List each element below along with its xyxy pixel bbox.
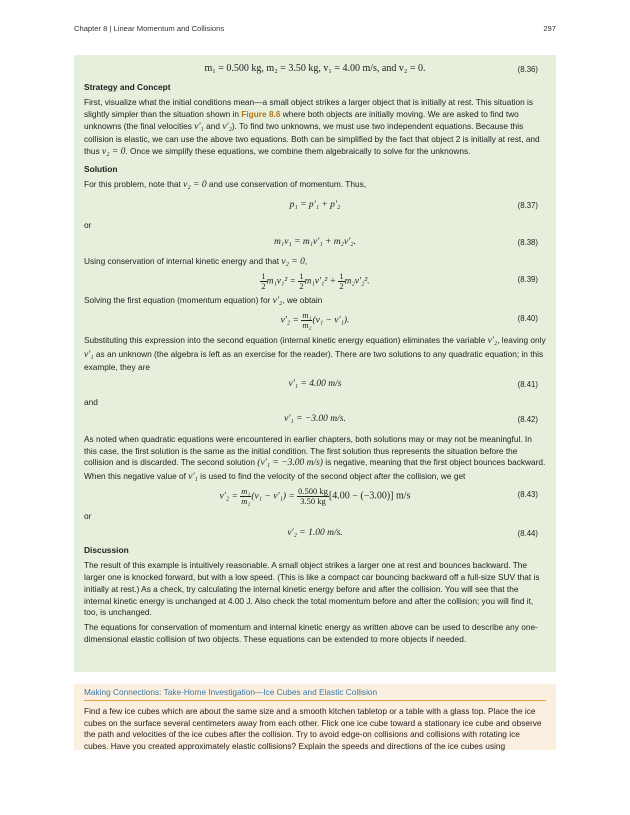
equation-body: m₁v₁ = m₁v′₁ + m₂v′₂. xyxy=(274,237,356,248)
or-text: or xyxy=(84,511,92,522)
equation-8-38 xyxy=(84,235,546,249)
equation-8-40: v′₂ = $\frac{\text{m₁}}{\text{m₂}}$ (v₁ − v′₁). (8.40) xyxy=(280,310,538,331)
strategy-heading: Strategy and Concept xyxy=(84,82,171,93)
equation-body: m₁ = 0.500 kg, m₂ = 3.50 kg, v₁ = 4.00 m/s, and v₂ = 0. xyxy=(204,63,426,74)
fraction-mass-values: $\frac{0.500 kg}{3.50 kg}$ xyxy=(298,486,328,507)
equation-number: (8.42) xyxy=(517,415,538,425)
page-header xyxy=(74,24,556,36)
equation-8-36 xyxy=(84,62,546,76)
chapter-title: Chapter 8 | Linear Momentum and Collisions xyxy=(74,24,225,33)
equation-body: v′₁ = 4.00 m/s xyxy=(288,378,342,389)
equation-body: p₁ = p′₁ + p′₂ xyxy=(289,199,341,210)
equation-8-44 xyxy=(84,526,546,540)
equation-8-39: $\frac{1}{2}$ m₁v₁² = $\frac{1}{2}$ m₁v′₁² + $\frac{1}{2}$ m₂v′₂². (8.39) xyxy=(261,271,538,291)
equation-number: (8.37) xyxy=(517,200,538,210)
fraction-half: $\frac{1}{2}$ xyxy=(339,271,344,291)
equation-8-43: v′₂ = $\frac{\text{m₁}}{\text{m₂}}$ (v₁ − v′₁) = $\frac{0.500 kg}{3.50 kg}$ [4.00 − (−3.00)] m/s (8.43) xyxy=(219,486,538,507)
solution-heading: Solution xyxy=(84,164,118,175)
solving-paragraph: Solving the first equation (momentum equation) for v′₂, we obtain xyxy=(84,294,323,306)
equation-8-42 xyxy=(84,412,546,426)
noted-paragraph: As noted when quadratic equations were encountered in earlier chapters, both solutions may or may not be meaningful. In this case, the first solution is the same as the initial condition. The first solution thus represents the situation before the collision and is discarded. The second solution (v′₁ = −3.00 m/s) is negative, meaning that the first object bounces backward. When this negative value of v′₁ is used to find the velocity of the second object after the collision, we get xyxy=(84,433,546,482)
discussion-heading: Discussion xyxy=(84,545,129,556)
fraction-half: $\frac{1}{2}$ xyxy=(261,271,266,291)
equation-number: (8.43) xyxy=(517,490,538,500)
substitution-paragraph: Substituting this expression into the second equation (internal kinetic energy equation) eliminates the variable v′₂, leaving only v′₁ as an unknown (the algebra is left as an exercise for the reader). There are two solutions to any quadratic equation; in this example, they are xyxy=(84,335,546,373)
equation-body: v′₂ = 1.00 m/s. xyxy=(287,527,343,538)
equation-number: (8.41) xyxy=(517,379,538,389)
strategy-paragraph: First, visualize what the initial conditions mean—a small object strikes a larger object that is initially at rest. This situation is slightly simpler than the situation shown in Figure 8.6 where both objects are initially moving. We are asked to find two unknowns (the final velocities v′₁ and v′₂). To find two unknowns, we must use two independent equations. Because this collision is elastic, we can use the above two equations. Both can be simplified by the fact that object 2 is initially at rest, and thus v₂ = 0. Once we simplify these equations, we combine them algebraically to solve for the unknowns. xyxy=(84,97,540,157)
equation-number: (8.36) xyxy=(517,65,538,74)
equation-8-41 xyxy=(84,377,546,391)
discussion-paragraph: The result of this example is intuitively reasonable. A small object strikes a larger one at rest and bounces backward. The larger one is knocked forward, but with a low speed. (This is like a compact car bouncing backward off a full-size SUV that is initially at rest.) As a check, try calculating the internal kinetic energy before and after the collision. You will see that the internal kinetic energy is unchanged at 4.00 J. Also check the total momentum before and after the collision; you will find it, too, is unchanged. xyxy=(84,560,540,618)
connections-body: Find a few ice cubes which are about the same size and a smooth kitchen tabletop or a table with a glass top. Place the ice cubes on the surface several centimeters away from each other. Flick one ice cube toward a stationary ice cube and observe the path and velocities of the ice cubes after the collision. Try to avoid edge-on collisions and collisions with rotating ice cubes. Have you created approximately elastic collisions? Explain the speeds and directions of the ice cubes using xyxy=(84,705,542,752)
kinetic-energy-paragraph: Using conservation of internal kinetic energy and that v₂ = 0, xyxy=(84,255,308,267)
equation-number: (8.38) xyxy=(517,238,538,248)
fraction-mass-ratio: $\frac{\text{m₁}}{\text{m₂}}$ xyxy=(302,310,312,331)
equation-number: (8.39) xyxy=(517,275,538,285)
or-text: or xyxy=(84,220,92,231)
making-connections-box xyxy=(74,684,556,750)
equation-body: v′₁ = −3.00 m/s. xyxy=(284,414,346,425)
connections-title: Making Connections: Take-Home Investigation—Ice Cubes and Elastic Collision xyxy=(84,687,546,701)
and-text: and xyxy=(84,397,98,408)
fraction-half: $\frac{1}{2}$ xyxy=(299,271,304,291)
page-number: 297 xyxy=(543,24,556,33)
fraction-mass-ratio: $\frac{\text{m₁}}{\text{m₂}}$ xyxy=(241,486,251,507)
solution-paragraph: For this problem, note that v₂ = 0 and use conservation of momentum. Thus, xyxy=(84,179,367,191)
equation-number: (8.44) xyxy=(517,528,538,538)
figure-link[interactable]: Figure 8.6 xyxy=(241,108,281,119)
equation-number: (8.40) xyxy=(517,314,538,324)
example-box xyxy=(74,55,556,672)
discussion-paragraph: The equations for conservation of momentum and internal kinetic energy as written above can be used to describe any one-dimensional elastic collision of two objects. These equations can be extended to more objects if needed. xyxy=(84,622,538,644)
equation-8-37 xyxy=(84,198,546,212)
